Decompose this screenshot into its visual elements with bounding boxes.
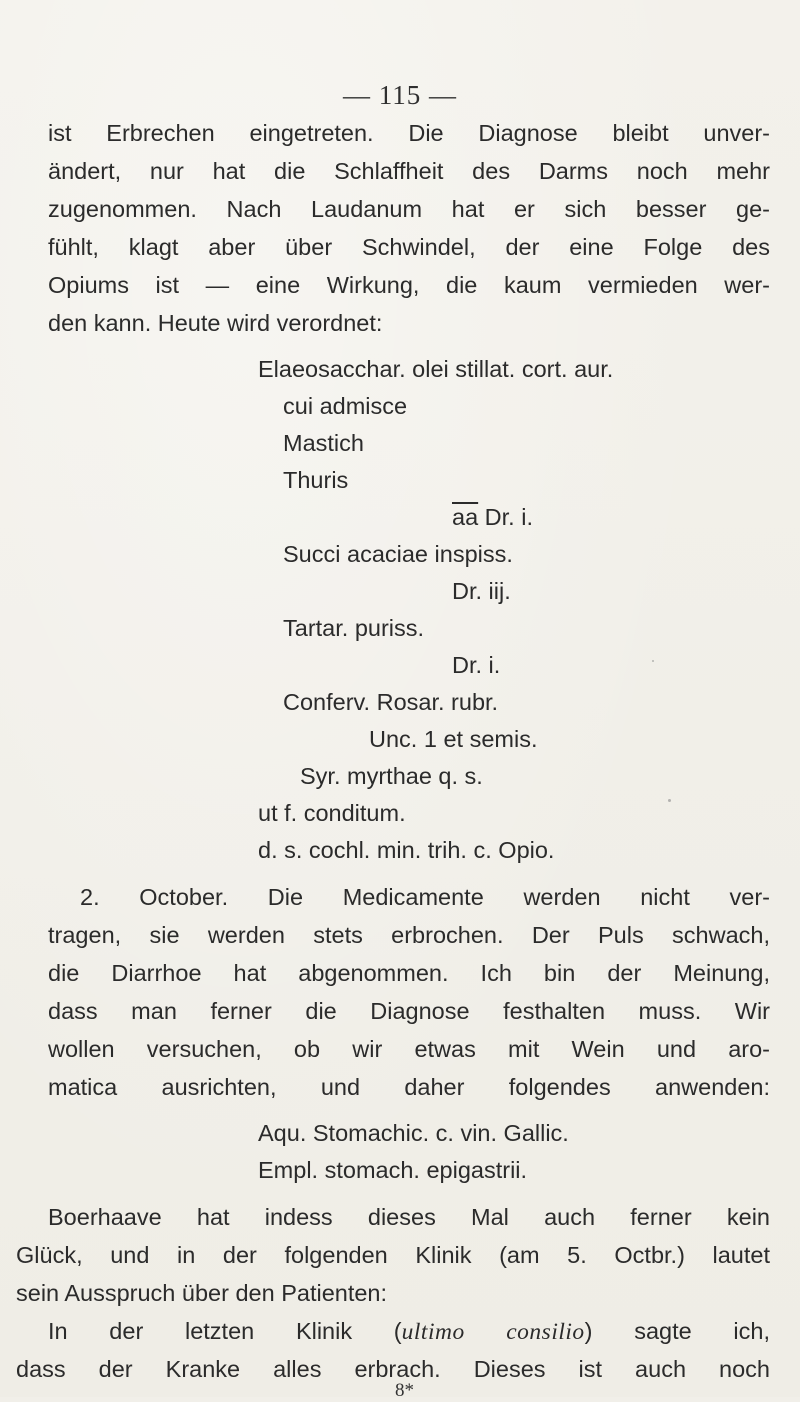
signature-mark: 8* bbox=[395, 1380, 414, 1401]
prescription-line: Aqu. Stomachic. c. vin. Gallic. bbox=[258, 1120, 569, 1146]
prescription-line: ut f. conditum. bbox=[258, 800, 406, 826]
dose-text: Dr. i. bbox=[478, 504, 533, 530]
text-line: ändert, nur hat die Schlaffheit des Darms noch mehr bbox=[48, 158, 770, 184]
text-line: wollen versuchen, ob wir etwas mit Wein und aro- bbox=[48, 1036, 770, 1062]
text-line: die Diarrhoe hat abgenommen. Ich bin der Meinung, bbox=[48, 960, 770, 986]
text-line: sein Ausspruch über den Patienten: bbox=[16, 1280, 388, 1306]
latin-phrase: ultimo consilio bbox=[401, 1319, 585, 1345]
text-line: fühlt, klagt aber über Schwindel, der eine Folge des bbox=[48, 234, 770, 260]
prescription-line: Elaeosacchar. olei stillat. cort. aur. bbox=[258, 356, 614, 382]
prescription-line: Dr. iij. bbox=[452, 578, 511, 604]
text-line: dass der Kranke alles erbrach. Dieses ist auch noch bbox=[16, 1356, 770, 1382]
prescription-line: Conferv. Rosar. rubr. bbox=[283, 689, 499, 715]
text-line: den kann. Heute wird verordnet: bbox=[48, 310, 383, 336]
text-line: 2. October. Die Medicamente werden nicht ver- bbox=[80, 884, 770, 910]
paper-speck bbox=[652, 660, 654, 662]
prescription-line: Mastich bbox=[283, 430, 364, 456]
page-number: — 115 — bbox=[343, 80, 457, 110]
text-span: ) sagte ich, bbox=[584, 1318, 770, 1344]
text-span: In der letzten Klinik ( bbox=[48, 1318, 402, 1344]
prescription-line: cui admisce bbox=[283, 393, 408, 419]
text-line: dass man ferner die Diagnose festhalten muss. Wir bbox=[48, 998, 770, 1024]
text-line: tragen, sie werden stets erbrochen. Der Puls schwach, bbox=[48, 922, 770, 948]
prescription-line: Dr. i. bbox=[452, 652, 501, 678]
prescription-line: Unc. 1 et semis. bbox=[369, 726, 538, 752]
text-line: zugenommen. Nach Laudanum hat er sich besser ge- bbox=[48, 196, 770, 222]
text-line: Glück, und in der folgenden Klinik (am 5. Octbr.) lautet bbox=[16, 1242, 770, 1268]
prescription-line: Empl. stomach. epigastrii. bbox=[258, 1157, 528, 1183]
aa-abbreviation: $\overline{aa}$ bbox=[452, 504, 479, 530]
prescription-line: d. s. cochl. min. trih. c. Opio. bbox=[258, 837, 555, 863]
text-line: matica ausrichten, und daher folgendes anwenden: bbox=[48, 1074, 770, 1100]
text-line: ist Erbrechen eingetreten. Die Diagnose bleibt unver- bbox=[48, 120, 770, 146]
text-line: Boerhaave hat indess dieses Mal auch ferner kein bbox=[48, 1204, 770, 1230]
text-line bbox=[48, 1316, 770, 1347]
prescription-line bbox=[452, 502, 533, 532]
prescription-line: Thuris bbox=[283, 467, 349, 493]
prescription-line: Tartar. puriss. bbox=[283, 615, 425, 641]
prescription-line: Syr. myrthae q. s. bbox=[300, 763, 483, 789]
prescription-line: Succi acaciae inspiss. bbox=[283, 541, 513, 567]
text-line: Opiums ist — eine Wirkung, die kaum vermieden wer- bbox=[48, 272, 770, 298]
paper-speck bbox=[668, 799, 671, 802]
